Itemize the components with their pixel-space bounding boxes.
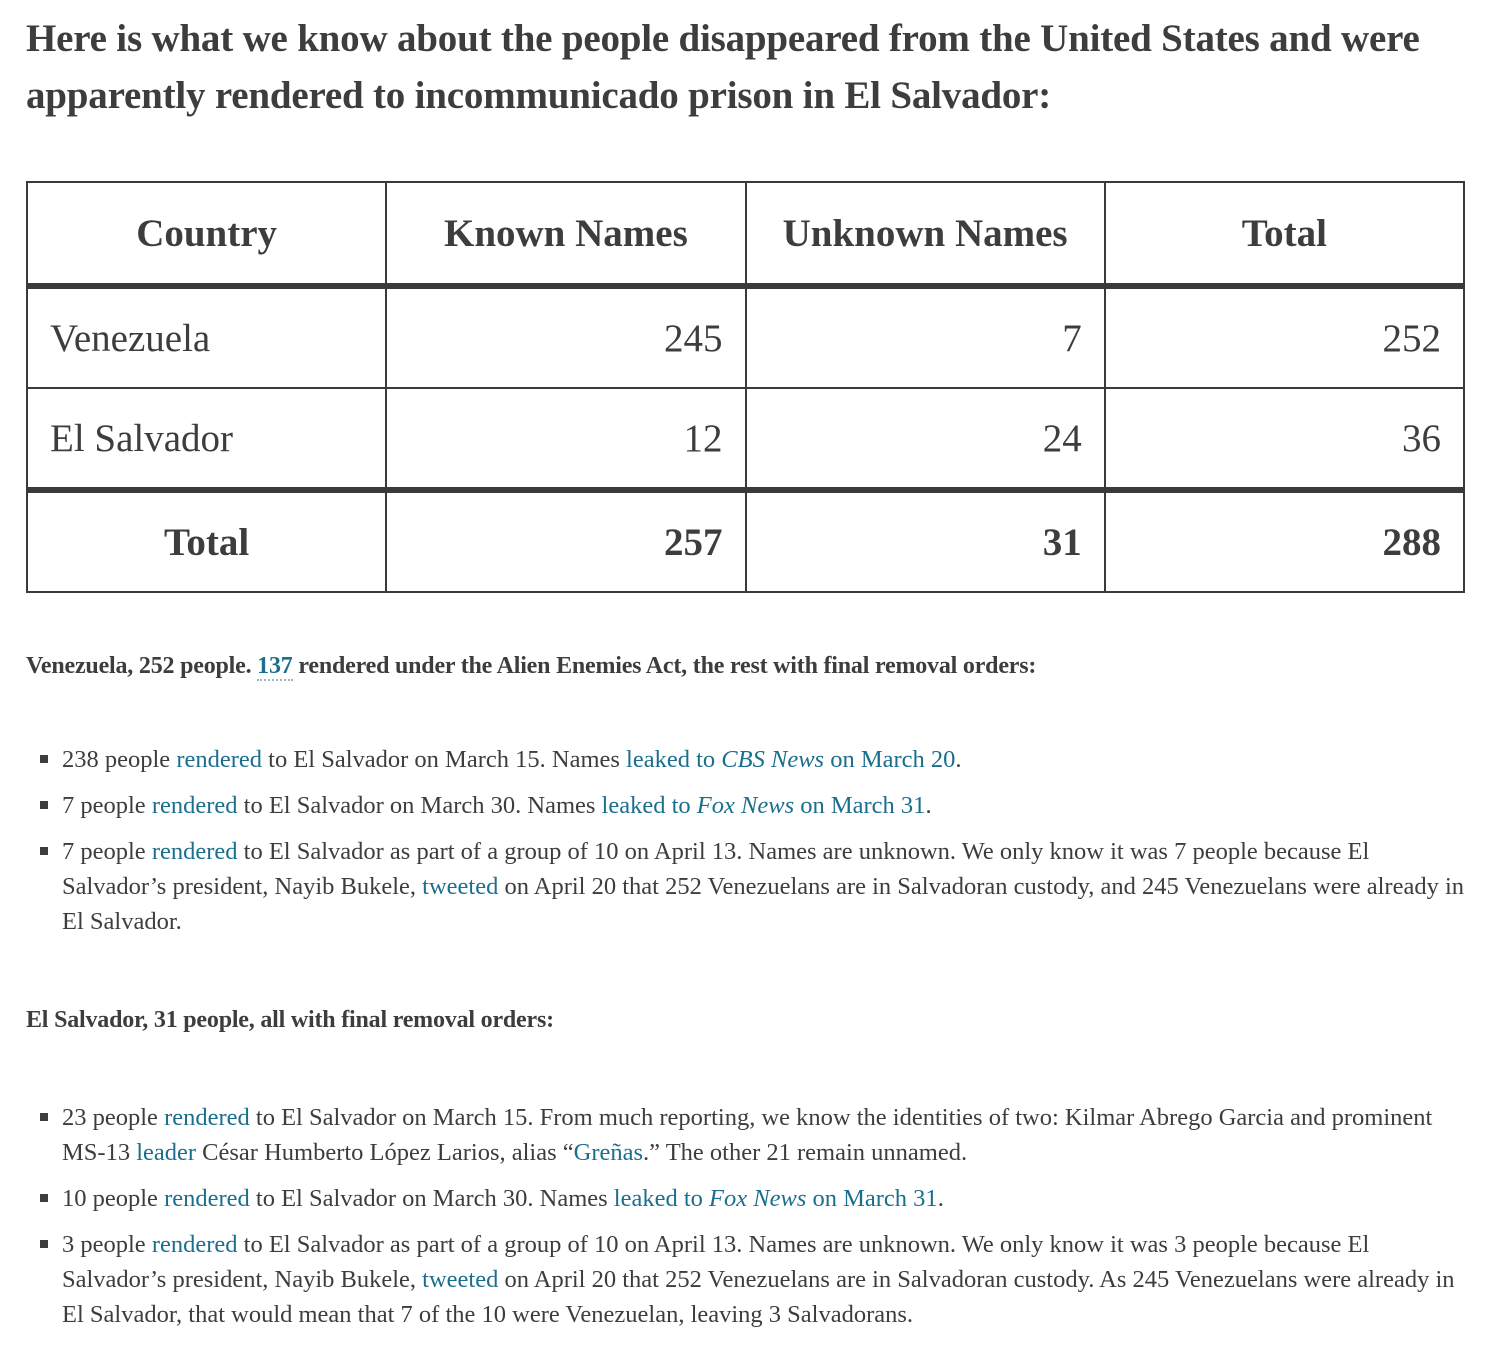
header-unknown-names: Unknown Names bbox=[746, 182, 1105, 286]
tweeted-link[interactable]: tweeted bbox=[422, 873, 499, 900]
el-salvador-heading: El Salvador, 31 people, all with final removal orders: bbox=[26, 1007, 554, 1033]
el-salvador-list bbox=[26, 1100, 1464, 1332]
grenas-link[interactable]: Greñas bbox=[573, 1139, 644, 1166]
venezuela-list bbox=[26, 742, 1464, 939]
fox-news-link[interactable]: leaked to Fox News on March 31 bbox=[613, 1185, 938, 1212]
total-cell: 36 bbox=[1105, 388, 1464, 490]
country-cell: Venezuela bbox=[27, 286, 386, 388]
total-unknown-cell: 31 bbox=[746, 490, 1105, 592]
table-header-row bbox=[27, 182, 1464, 286]
country-cell: El Salvador bbox=[27, 388, 386, 490]
bullet-icon bbox=[40, 1240, 48, 1248]
table-total-row bbox=[27, 490, 1464, 592]
rendered-link[interactable]: rendered bbox=[151, 1231, 238, 1258]
grand-total-cell: 288 bbox=[1105, 490, 1464, 592]
unknown-names-cell: 7 bbox=[746, 286, 1105, 388]
list-item: 7 people rendered to El Salvador as part of a group of 10 on April 13. Names are unknown. We only know it was 7 people because El Salvador’s president, Nayib Bukele, tweeted on April 20 that 252 Venezuelans are in Salvadoran custody, and 245 Venezuelans were already in El Salvador. bbox=[26, 834, 1464, 939]
list-item: 10 people rendered to El Salvador on March 30. Names leaked to Fox News on March 31. bbox=[26, 1181, 1464, 1216]
total-known-cell: 257 bbox=[386, 490, 745, 592]
heading-text: rendered under the Alien Enemies Act, the rest with final removal orders: bbox=[292, 653, 1037, 679]
unknown-names-cell: 24 bbox=[746, 388, 1105, 490]
header-country: Country bbox=[27, 182, 386, 286]
heading-text: Venezuela, 252 people. bbox=[26, 653, 258, 679]
bullet-icon bbox=[40, 1113, 48, 1121]
rendered-link[interactable]: rendered bbox=[151, 792, 238, 819]
cbs-news-link[interactable]: leaked to CBS News on March 20 bbox=[626, 746, 956, 773]
fox-news-link[interactable]: leaked to Fox News on March 31 bbox=[601, 792, 926, 819]
bullet-icon bbox=[40, 1194, 48, 1202]
tweeted-link[interactable]: tweeted bbox=[422, 1266, 499, 1293]
rendered-link[interactable]: rendered bbox=[176, 746, 263, 773]
table-row bbox=[27, 286, 1464, 388]
list-item: 3 people rendered to El Salvador as part of a group of 10 on April 13. Names are unknown. We only know it was 3 people because El Salvador’s president, Nayib Bukele, tweeted on April 20 that 252 Venezuelans are in Salvadoran custody. As 245 Venezuelans were already in El Salvador, that would mean that 7 of the 10 were Venezuelan, leaving 3 Salvadorans. bbox=[26, 1227, 1464, 1332]
header-known-names: Known Names bbox=[386, 182, 745, 286]
list-item: 23 people rendered to El Salvador on March 15. From much reporting, we know the identities of two: Kilmar Abrego Garcia and prominent MS-13 leader César Humberto López Larios, alias “Greñas.” The other 21 remain unnamed. bbox=[26, 1100, 1464, 1170]
venezuela-heading bbox=[26, 653, 1464, 680]
total-cell: 252 bbox=[1105, 286, 1464, 388]
summary-table bbox=[26, 181, 1465, 593]
bullet-icon bbox=[40, 847, 48, 855]
list-item: 7 people rendered to El Salvador on March 30. Names leaked to Fox News on March 31. bbox=[26, 788, 1464, 823]
leader-link[interactable]: leader bbox=[136, 1139, 197, 1166]
bullet-icon bbox=[40, 801, 48, 809]
headline: Here is what we know about the people disappeared from the United States and were apparently rendered to incommunicado prison in El Salvador: bbox=[26, 17, 1420, 117]
rendered-link[interactable]: rendered bbox=[164, 1185, 250, 1212]
rendered-link[interactable]: rendered bbox=[164, 1104, 250, 1131]
aea-count-link[interactable]: 137 bbox=[257, 653, 293, 679]
known-names-cell: 245 bbox=[386, 286, 745, 388]
bullet-icon bbox=[40, 755, 48, 763]
total-label-cell: Total bbox=[27, 490, 386, 592]
known-names-cell: 12 bbox=[386, 388, 745, 490]
table-row bbox=[27, 388, 1464, 490]
list-item: 238 people rendered to El Salvador on March 15. Names leaked to CBS News on March 20. bbox=[26, 742, 1464, 777]
header-total: Total bbox=[1105, 182, 1464, 286]
rendered-link[interactable]: rendered bbox=[151, 838, 238, 865]
